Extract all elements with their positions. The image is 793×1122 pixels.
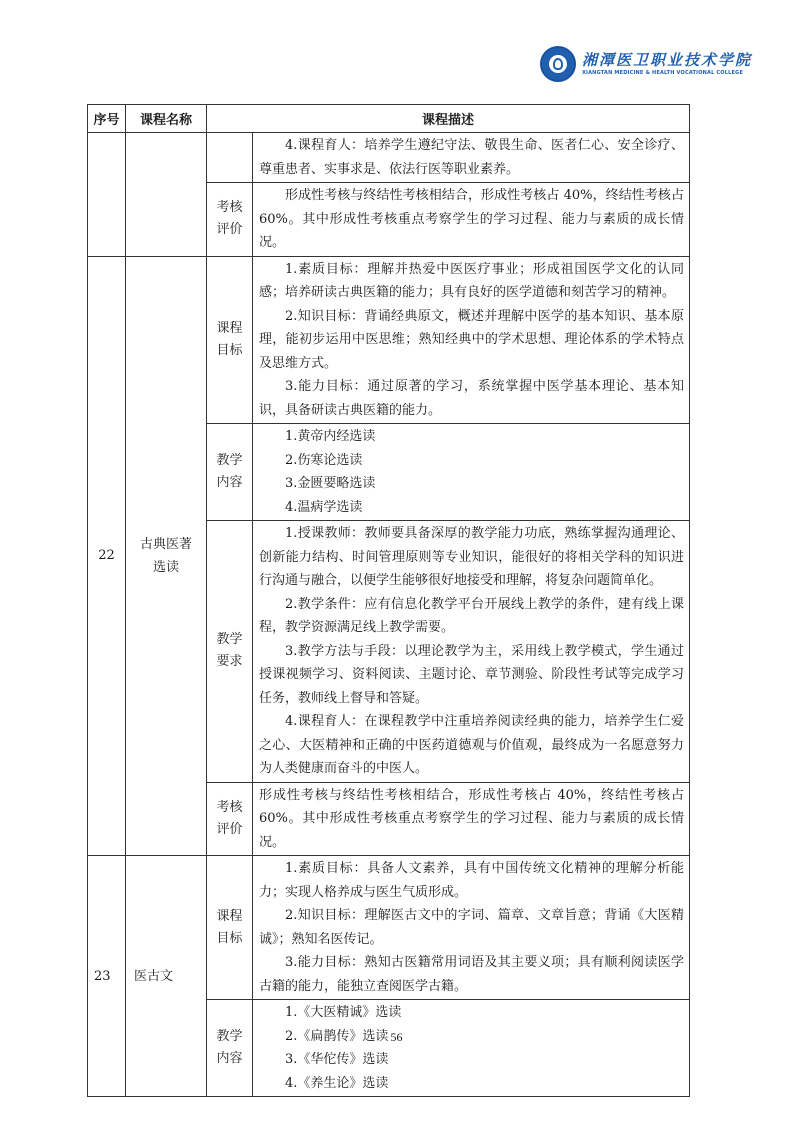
description-paragraph: 2.伤寒论选读 [285, 452, 363, 468]
description-paragraph: 3.教学方法与手段：以理论教学为主，采用线上教学模式，学生通过授课视频学习、资料阅读、主题讨论、章节测验、阶段性考试等完成学习任务，教师线上督导和答疑。 [259, 643, 684, 706]
course-name [126, 256, 207, 856]
section-label-line: 内容 [216, 475, 243, 490]
description-paragraph: 2.知识目标：背诵经典原文，概述并理解中医学的基本知识、基本原理，能初步运用中医思维；熟知经典中的学术思想、理论体系的学术特点及思维方式。 [259, 308, 684, 371]
course-name-line: 选读 [152, 559, 179, 575]
description-paragraph: 形成性考核与终结性考核相结合，形成性考核占 40%，终结性考核占 60%。其中形成性考核重点考察学生的学习过程、能力与素质的成长情况。 [259, 787, 684, 850]
description-paragraph: 4.温病学选读 [285, 499, 363, 515]
description-paragraph: 3.能力目标：通过原著的学习，系统掌握中医学基本理论、基本知识，具备研读古典医籍的能力。 [259, 379, 684, 418]
description-paragraph: 4.课程育人：培养学生遵纪守法、敬畏生命、医者仁心、安全诊疗、尊重患者、实事求是、依法行医等职业素养。 [259, 138, 684, 177]
section-label [207, 1000, 253, 1097]
table-row-continued [88, 133, 690, 183]
description-paragraph: 1.《大医精诚》选读 [285, 1005, 402, 1020]
table-header-row [88, 105, 690, 133]
section-label [207, 183, 253, 257]
course-name-line: 医古文 [134, 968, 174, 984]
table-row [88, 256, 690, 424]
section-description [253, 256, 690, 424]
column-header-no: 序号 [88, 105, 126, 133]
section-label [207, 521, 253, 783]
section-label-line: 课程 [216, 908, 243, 924]
section-label-line: 教学 [216, 453, 243, 468]
course-number: 22 [88, 256, 126, 856]
section-label-line: 教学 [216, 632, 243, 648]
section-label [207, 424, 253, 521]
section-description [253, 521, 690, 783]
section-label-line: 要求 [216, 654, 243, 670]
college-logo [540, 46, 752, 82]
description-paragraph: 1.素质目标：具备人文素养，具有中国传统文化精神的理解分析能力；实现人格养成与医生气质形成。 [259, 861, 684, 900]
description-paragraph: 2.知识目标：理解医古文中的字词、篇章、文章旨意；背诵《大医精诚》；熟知名医传记。 [259, 908, 684, 947]
section-label-line: 教学 [216, 1029, 243, 1044]
section-label-line: 考核 [216, 799, 243, 815]
column-header-name: 课程名称 [126, 105, 207, 133]
description-paragraph: 1.黄帝内经选读 [285, 429, 376, 444]
section-label-line: 评价 [216, 222, 243, 238]
page-number: 56 [390, 1030, 403, 1044]
section-label [207, 256, 253, 424]
description-paragraph: 3.能力目标：熟知古医籍常用词语及其主要义项；具有顺利阅读医学古籍的能力，能独立查阅医学古籍。 [259, 955, 684, 994]
course-table [87, 104, 690, 1097]
description-paragraph: 1.授课教师：教师要具备深厚的教学能力功底，熟练掌握沟通理论、创新能力结构、时间管理原则等专业知识，能很好的将相关学科的知识进行沟通与融合，以便学生能够很好地接受和理解，将复杂问题简单化。 [259, 526, 684, 588]
course-name-cell [126, 133, 207, 257]
course-number-cell [88, 133, 126, 257]
section-description [253, 424, 690, 521]
course-name-line: 古典医著 [139, 536, 192, 552]
description-paragraph: 2.教学条件：应有信息化教学平台开展线上教学的条件，建有线上课程，教学资源满足线上教学需要。 [259, 596, 684, 635]
course-number: 23 [88, 856, 126, 1097]
description-paragraph: 4.《养生论》选读 [285, 1075, 389, 1091]
section-label [207, 856, 253, 1000]
section-description [253, 133, 690, 183]
section-label-line: 目标 [216, 930, 243, 946]
section-label-line: 评价 [216, 821, 243, 837]
section-label-line: 考核 [216, 200, 243, 216]
college-name [582, 51, 752, 77]
table-row [88, 856, 690, 1000]
section-label [207, 782, 253, 856]
course-name [126, 856, 207, 1097]
section-label-line: 课程 [216, 320, 243, 336]
section-description [253, 1000, 690, 1097]
description-paragraph: 3.金匮要略选读 [285, 476, 376, 491]
section-label-line: 目标 [216, 342, 243, 358]
description-paragraph: 形成性考核与终结性考核相结合，形成性考核占 40%，终结性考核占 60%。其中形成性考核重点考察学生的学习过程、能力与素质的成长情况。 [259, 188, 684, 250]
column-header-description: 课程描述 [207, 105, 690, 133]
section-label-line: 内容 [216, 1051, 243, 1066]
section-description [253, 183, 690, 257]
description-paragraph: 2.《扁鹊传》选读 [285, 1028, 389, 1044]
college-name-cn: 湘潭医卫职业技术学院 [582, 51, 753, 69]
description-paragraph: 1.素质目标：理解并热爱中医医疗事业；形成祖国医学文化的认同感；培养研读古典医籍的能力；具有良好的医学道德和刻苦学习的精神。 [259, 261, 684, 300]
college-name-en: XIANGTAN MEDICINE & HEALTH VOCATIONAL COLLEGE [582, 70, 744, 76]
college-emblem-icon [540, 46, 576, 82]
description-paragraph: 4.课程育人：在课程教学中注重培养阅读经典的能力，培养学生仁爱之心、大医精神和正确的中医药道德观与价值观，最终成为一名愿意努力为人类健康而奋斗的中医人。 [259, 714, 684, 776]
description-paragraph: 3.《华佗传》选读 [285, 1052, 389, 1067]
section-label [207, 133, 253, 183]
section-description [253, 782, 690, 856]
section-description [253, 856, 690, 1000]
